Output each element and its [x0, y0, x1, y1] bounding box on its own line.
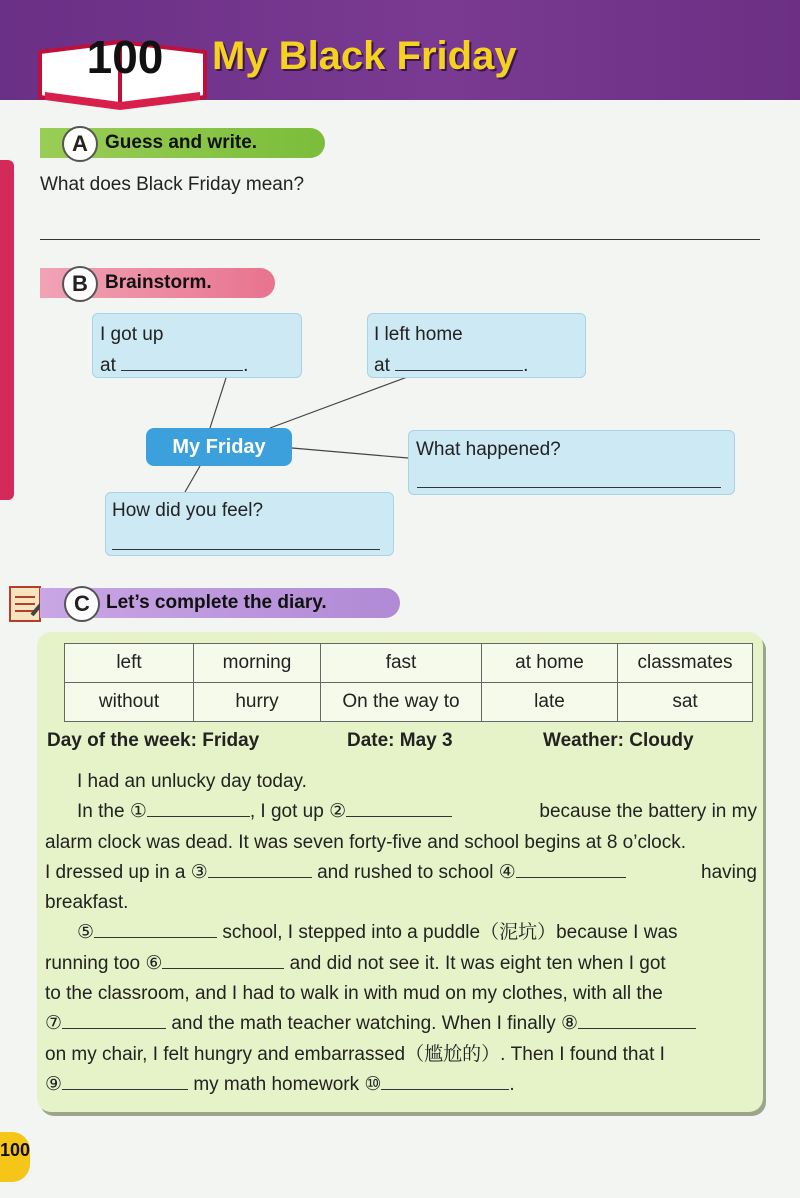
bubble-left-home — [367, 313, 586, 378]
how-feel-text: How did you feel? — [112, 500, 264, 521]
diary-line: I had an unlucky day today. — [77, 771, 307, 792]
bubble-got-up — [92, 313, 302, 378]
diary-line: and did not see it. It was eight ten when I got — [289, 952, 666, 974]
page-number: 100 — [0, 1140, 31, 1160]
diary-line: . — [509, 1073, 515, 1095]
blank-9[interactable] — [62, 1071, 188, 1090]
got-up-blank[interactable] — [121, 352, 243, 371]
left-home-line2: at — [374, 355, 390, 376]
word-cell: left — [65, 644, 194, 683]
word-bank-table — [64, 643, 753, 722]
diary-line: ⑤ — [77, 922, 95, 944]
blank-3[interactable] — [208, 859, 312, 878]
how-feel-blank[interactable] — [112, 549, 380, 550]
mindmap-center-node: My Friday — [146, 428, 292, 466]
bubble-how-feel — [105, 492, 394, 556]
diary-line: , I got up ② — [249, 801, 347, 823]
blank-4[interactable] — [516, 859, 626, 878]
word-cell: classmates — [618, 644, 753, 683]
section-c-heading: Let’s complete the diary. — [106, 592, 327, 613]
word-cell: sat — [618, 683, 753, 722]
diary-line: and rushed to school ④ — [317, 861, 516, 883]
blank-6[interactable] — [162, 950, 284, 969]
diary-line: ⑦ — [45, 1013, 63, 1035]
blank-2[interactable] — [346, 798, 452, 817]
diary-line: and the math teacher watching. When I finally ⑧ — [171, 1013, 579, 1035]
diary-text — [45, 767, 757, 1100]
diary-line: alarm clock was dead. It was seven forty-five and school begins at 8 o’clock. — [45, 831, 687, 853]
diary-line: In the ① — [77, 801, 147, 823]
left-home-blank[interactable] — [395, 352, 523, 371]
diary-line: running too ⑥ — [45, 952, 163, 974]
word-cell: hurry — [194, 683, 321, 722]
word-cell: late — [482, 683, 618, 722]
section-a-heading: Guess and write. — [105, 132, 258, 153]
diary-line: I dressed up in a ③ — [45, 861, 208, 883]
lesson-number: 100 — [86, 31, 164, 83]
diary-line: having — [701, 861, 757, 883]
word-cell: without — [65, 683, 194, 722]
word-cell: fast — [321, 644, 482, 683]
got-up-line1: I got up — [100, 324, 164, 345]
diary-line: ⑨ — [45, 1073, 63, 1095]
diary-line: because the battery in my — [539, 801, 757, 823]
word-cell: morning — [194, 644, 321, 683]
diary-date: Date: May 3 — [347, 730, 453, 751]
section-b-letter: B — [62, 266, 98, 302]
left-home-period: . — [523, 355, 529, 376]
got-up-period: . — [243, 355, 249, 376]
diary-line: to the classroom, and I had to walk in with mud on my clothes, with all the — [45, 983, 663, 1005]
bubble-what-happened — [408, 430, 735, 495]
got-up-line2: at — [100, 355, 116, 376]
blank-5[interactable] — [94, 919, 217, 938]
blank-1[interactable] — [147, 798, 250, 817]
diary-line: school, I stepped into a puddle（泥坑）because I was — [222, 922, 678, 944]
word-bank-row — [65, 683, 753, 722]
diary-line: on my chair, I felt hungry and embarrassed（尴尬的）. Then I found that I — [45, 1043, 665, 1065]
blank-10[interactable] — [381, 1071, 509, 1090]
section-b-heading: Brainstorm. — [105, 272, 212, 293]
diary-weather: Weather: Cloudy — [543, 730, 694, 751]
diary-day: Day of the week: Friday — [47, 730, 260, 751]
diary-line: breakfast. — [45, 892, 129, 914]
word-cell: at home — [482, 644, 618, 683]
left-home-line1: I left home — [374, 324, 463, 345]
word-cell: On the way to — [321, 683, 482, 722]
blank-7[interactable] — [62, 1010, 166, 1029]
what-happened-blank[interactable] — [417, 487, 721, 488]
what-happened-text: What happened? — [416, 439, 561, 460]
blank-8[interactable] — [578, 1010, 696, 1029]
page-title: My Black Friday — [212, 34, 517, 78]
section-a-question: What does Black Friday mean? — [40, 174, 305, 195]
word-bank-row — [65, 644, 753, 683]
diary-line: my math homework ⑩ — [193, 1073, 382, 1095]
section-a-letter: A — [62, 126, 98, 162]
section-c-letter: C — [64, 586, 100, 622]
